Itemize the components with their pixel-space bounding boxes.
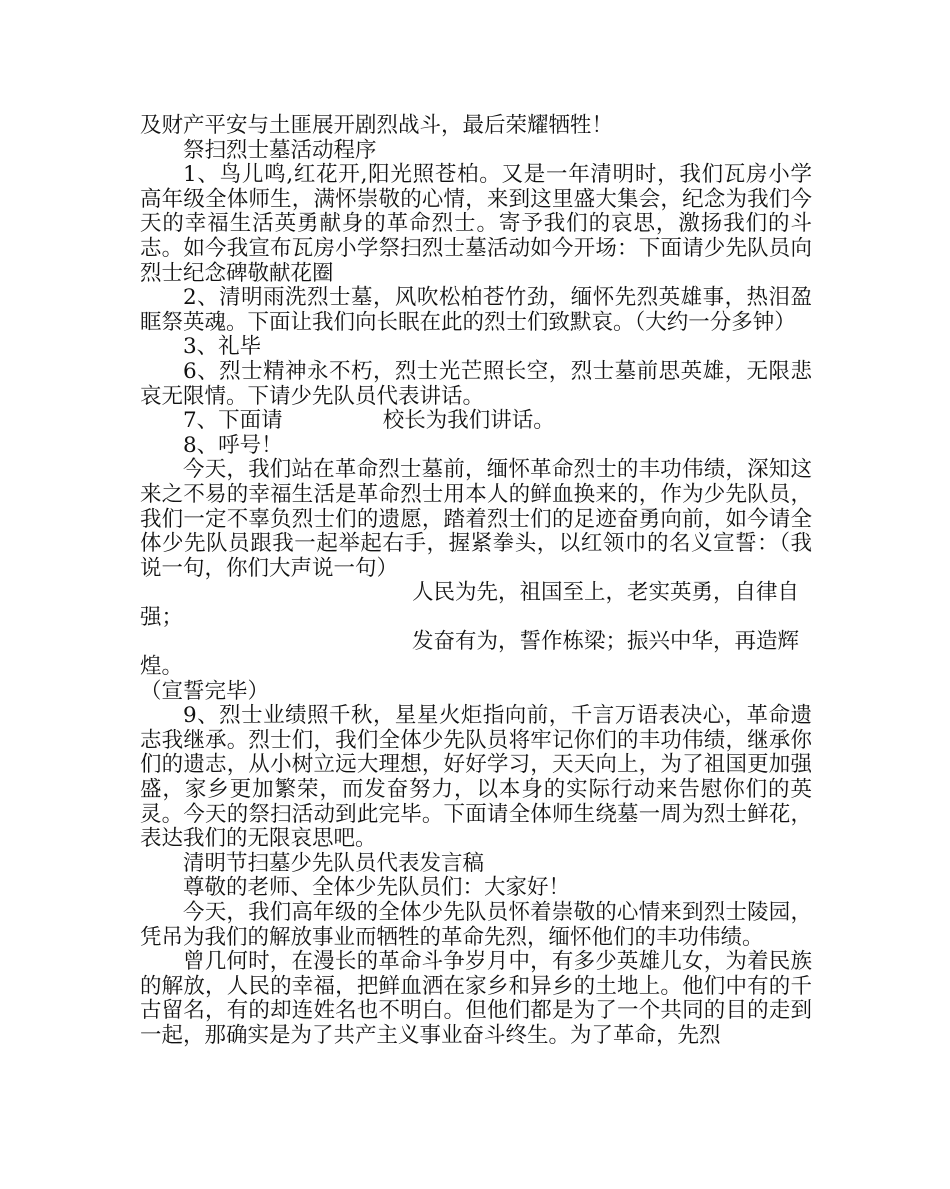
paragraph-step-1: 1、鸟儿鸣,红花开,阳光照苍柏。又是一年清明时，我们瓦房小学高年级全体师生，满怀崇敬的心情，来到这里盛大集会，纪念为我们今天的幸福生活英勇献身的革命烈士。寄予我们的哀思，激扬我们的斗志。如今我宣布瓦房小学祭扫烈士墓活动如今开场：下面请少先队员向烈士纪念碑敬献花圈	[140, 162, 812, 286]
paragraph-battle-ending: 及财产平安与土匪展开剧烈战斗，最后荣耀牺牲！	[140, 113, 614, 138]
paragraph-step-6: 6、烈士精神永不朽，烈士光芒照长空，烈士墓前思英雄，无限悲哀无限情。下请少先队员代表讲话。	[140, 358, 812, 409]
oath-line-1	[140, 581, 812, 630]
oath-line-2b: 煌。	[140, 654, 184, 680]
step-7-lead: 7、下面请	[183, 408, 283, 434]
oath-line-1b: 强；	[140, 604, 184, 630]
speech-paragraph-2: 曾几何时，在漫长的革命斗争岁月中，有多少英雄儿女，为着民族的解放，人民的幸福，把鲜血洒在家乡和异乡的土地上。他们中有的千古留名，有的却连姓名也不明白。但他们都是为了一个共同的目的走到一起，那确实是为了共产主义事业奋斗终生。为了革命，先烈	[140, 949, 812, 1048]
oath-line-2a: 发奋有为，誓作栋梁；振兴中华，再造辉	[412, 629, 800, 655]
section-heading-speech: 清明节扫墓少先队员代表发言稿	[183, 850, 485, 876]
speech-greeting: 尊敬的老师、全体少先队员们：大家好！	[183, 875, 571, 901]
document-page	[140, 114, 812, 1049]
oath-line-1a: 人民为先，祖国至上，老实英勇，自律自	[412, 580, 800, 606]
section-heading-ceremony-program: 祭扫烈士墓活动程序	[183, 137, 377, 163]
speech-paragraph-1: 今天，我们高年级的全体少先队员怀着崇敬的心情来到烈士陵园，凭吊为我们的解放事业而牺牲的革命先烈，缅怀他们的丰功伟绩。	[140, 900, 812, 950]
oath-line-2	[140, 630, 812, 679]
paragraph-step-9: 9、烈士业绩照千秋，星星火炬指向前，千言万语表决心，革命遗志我继承。烈士们，我们全体少先队员将牢记你们的丰功伟绩，继承你们的遗志，从小树立远大理想，好好学习，天天向上，为了祖国更加强盛，家乡更加繁荣，而发奋努力，以本身的实际行动来告慰你们的英灵。今天的祭扫活动到此完毕。下面请全体师生绕墓一周为烈士鲜花，表达我们的无限哀思吧。	[140, 703, 812, 852]
paragraph-oath-intro: 今天，我们站在革命烈士墓前，缅怀革命烈士的丰功伟绩，深知这来之不易的幸福生活是革命烈士用本人的鲜血换来的，作为少先队员，我们一定不辜负烈士们的遗愿，踏着烈士们的足迹奋勇向前，如今请全体少先队员跟我一起举起右手，握紧拳头，以红领巾的名义宣誓：（我说一句，你们大声说一句）	[140, 457, 812, 581]
step-7-tail: 校长为我们讲话。	[382, 408, 555, 434]
paragraph-step-7	[140, 409, 812, 434]
paragraph-step-3: 3、礼毕	[183, 334, 262, 360]
paragraph-step-8: 8、呼号！	[183, 432, 283, 458]
oath-complete-note: （宣誓完毕）	[140, 678, 270, 704]
paragraph-step-2: 2、清明雨洗烈士墓，风吹松柏苍竹劲，缅怀先烈英雄事，热泪盈眶祭英魂。下面让我们向长眠在此的烈士们致默哀。（大约一分多钟）	[140, 285, 812, 335]
